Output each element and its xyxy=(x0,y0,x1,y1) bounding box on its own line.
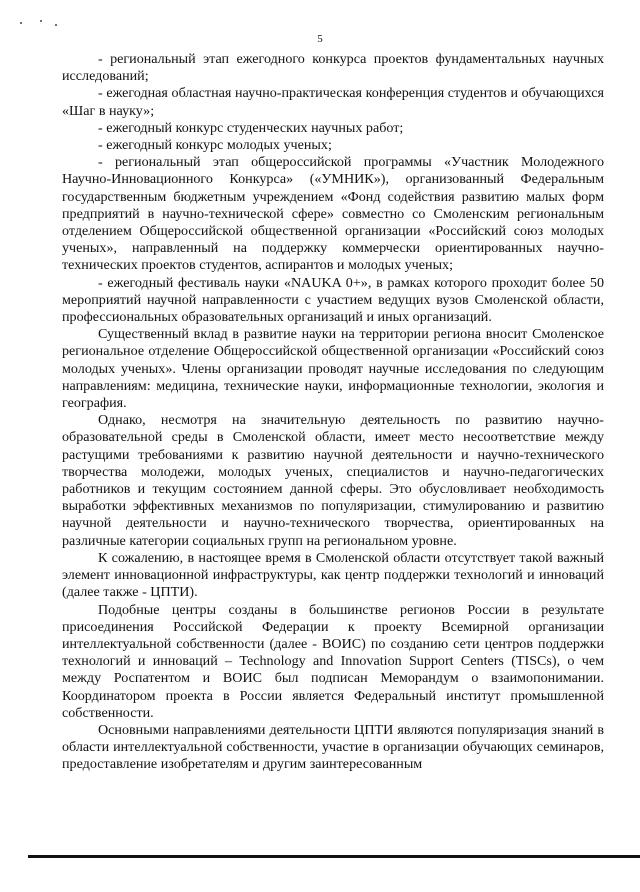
scan-speck xyxy=(55,24,57,26)
page-number: 5 xyxy=(317,33,323,45)
scan-speck xyxy=(40,20,42,22)
paragraph: - региональный этап общероссийской программы «Участник Молодежного Научно-Инновационного Конкурса» («УМНИК»), организованный Федеральным государственным бюджетным учреждением «Фонд содействия развитию малых форм предприятий в научно-технической сфере» совместно со Смоленским региональным отделением Общероссийской общественной организации «Российский союз молодых ученых», направленный на поддержку коммерчески ориентированных научно-технических проектов студентов, аспирантов и молодых ученых; xyxy=(62,154,604,274)
document-body xyxy=(62,51,604,774)
paragraph: Подобные центры созданы в большинстве регионов России в результате присоединения Российской Федерации к проекту Всемирной организации интеллектуальной собственности (далее - ВОИС) по созданию сети центров поддержки технологий и инноваций – Technology and Innovation Support Centers (TISCs), о чем между Роспатентом и ВОИС был подписан Меморандум о взаимопонимании. Координатором проекта в России является Федеральный институт промышленной собственности. xyxy=(62,601,604,721)
bottom-rule xyxy=(28,855,640,858)
paragraph: - ежегодный конкурс молодых ученых; xyxy=(98,137,332,154)
paragraph: - ежегодный фестиваль науки «NAUKA 0+», в рамках которого проходит более 50 мероприятий научной направленности с участием ведущих вузов Смоленской области, профессиональных образовательных организаций и иных организаций. xyxy=(62,274,604,326)
paragraph: Существенный вклад в развитие науки на территории региона вносит Смоленское региональное отделение Общероссийской общественной организации «Российский союз молодых ученых». Члены организации проводят научные исследования по следующим направлениям: медицина, технические науки, информационные технологии, экология и география. xyxy=(62,326,604,412)
paragraph: - региональный этап ежегодного конкурса проектов фундаментальных научных исследований; xyxy=(62,51,604,85)
paragraph: - ежегодная областная научно-практическая конференция студентов и обучающихся «Шаг в науку»; xyxy=(62,85,604,119)
paragraph: Однако, несмотря на значительную деятельность по развитию научно-образовательной среды в Смоленской области, имеет место несоответствие между растущими требованиями к развитию научной деятельности и научно-технического творчества молодежи, молодых ученых, специалистов и научно-педагогических работников и текущим состоянием данной сферы. Это обусловливает необходимость выработки эффективных механизмов по популяризации, стимулированию и развитию научной деятельности и научно-технического творчества, ориентированных на различные категории социальных групп на региональном уровне. xyxy=(62,412,604,549)
paragraph: Основными направлениями деятельности ЦПТИ являются популяризация знаний в области интеллектуальной собственности, участие в организации обучающих семинаров, предоставление изобретателям и другим заинтересованным xyxy=(62,721,604,773)
paragraph: К сожалению, в настоящее время в Смоленской области отсутствует такой важный элемент инновационной инфраструктуры, как центр поддержки технологий и инноваций (далее также - ЦПТИ). xyxy=(62,549,604,601)
paragraph: - ежегодный конкурс студенческих научных работ; xyxy=(98,119,404,136)
scan-speck xyxy=(20,22,22,24)
